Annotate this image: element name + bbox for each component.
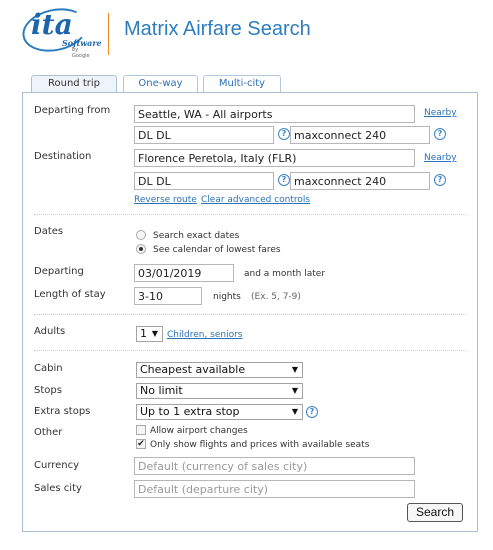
clear-advanced-link[interactable]: Clear advanced controls [201,195,311,205]
exact-dates-label: Search exact dates [153,231,240,241]
other-label: Other [34,427,63,438]
origin-routing-input[interactable]: DL DL [134,126,274,144]
chevron-down-icon: ▼ [291,407,298,416]
header-divider [108,13,109,55]
length-of-stay-label: Length of stay [34,289,106,300]
chevron-down-icon: ▼ [291,386,298,395]
cabin-value: Cheapest available [140,363,246,376]
routing-help-icon[interactable]: ? [278,174,290,186]
cabin-label: Cabin [34,363,63,374]
tab-one-way[interactable]: One-way [123,75,198,93]
departing-from-label: Departing from [34,105,111,116]
adults-label: Adults [34,326,66,337]
length-of-stay-input[interactable]: 3-10 [134,287,202,305]
destination-extension-input[interactable]: maxconnect 240 [290,172,430,190]
departing-label: Departing [34,266,84,277]
departing-date-input[interactable]: 03/01/2019 [134,264,234,282]
logo-ita-text: ita [31,8,73,41]
search-button[interactable]: Search [407,503,463,522]
stops-select[interactable] [136,383,303,399]
allow-airport-changes-checkbox[interactable] [136,425,146,435]
month-later-text: and a month later [244,269,326,279]
destination-routing-input[interactable]: DL DL [134,172,274,190]
extension-help-icon[interactable]: ? [434,128,446,140]
stops-value: No limit [140,384,183,397]
currency-label: Currency [34,460,80,471]
available-seats-checkbox[interactable] [136,439,146,449]
origin-extension-input[interactable]: maxconnect 240 [290,126,430,144]
extra-stops-help-icon[interactable]: ? [306,406,318,418]
extra-stops-select[interactable] [136,404,303,420]
adults-value: 1 [140,327,147,340]
available-seats-label: Only show flights and prices with available seats [150,440,370,450]
chevron-down-icon: ▼ [151,329,158,338]
section-divider [34,214,466,215]
page-title: Matrix Airfare Search [124,18,311,40]
tab-multi-city[interactable]: Multi-city [203,75,281,93]
children-seniors-link[interactable]: Children, seniors [167,330,243,340]
routing-help-icon[interactable]: ? [278,128,290,140]
section-divider [34,314,466,315]
tab-round-trip[interactable]: Round trip [31,75,117,94]
destination-label: Destination [34,151,92,162]
checkmark-icon: ✔ [137,439,145,449]
exact-dates-radio[interactable] [136,230,146,240]
extra-stops-label: Extra stops [34,406,91,417]
destination-input[interactable]: Florence Peretola, Italy (FLR) [134,149,415,167]
nights-text: nights [213,292,241,302]
currency-input[interactable]: Default (currency of sales city) [134,457,415,475]
search-form-panel [22,92,478,532]
calendar-label: See calendar of lowest fares [153,245,281,255]
sales-city-input[interactable]: Default (departure city) [134,480,415,498]
cabin-select[interactable] [136,362,303,378]
reverse-route-link[interactable]: Reverse route [134,195,197,205]
stops-label: Stops [34,385,62,396]
logo-software-text: Software [62,38,102,48]
section-divider [34,350,466,351]
allow-airport-changes-label: Allow airport changes [150,426,248,436]
dates-label: Dates [34,226,64,237]
chevron-down-icon: ▼ [291,365,298,374]
stay-hint-text: (Ex. 5, 7-9) [251,292,301,302]
destination-nearby-link[interactable]: Nearby [424,153,457,163]
extension-help-icon[interactable]: ? [434,174,446,186]
logo-by-google-text: by Google [72,47,90,59]
ita-software-logo [22,8,102,59]
calendar-radio[interactable] [136,244,146,254]
extra-stops-value: Up to 1 extra stop [140,405,240,418]
adults-select[interactable] [136,326,163,342]
origin-nearby-link[interactable]: Nearby [424,108,457,118]
sales-city-label: Sales city [34,483,82,494]
origin-input[interactable]: Seattle, WA - All airports [134,105,415,123]
